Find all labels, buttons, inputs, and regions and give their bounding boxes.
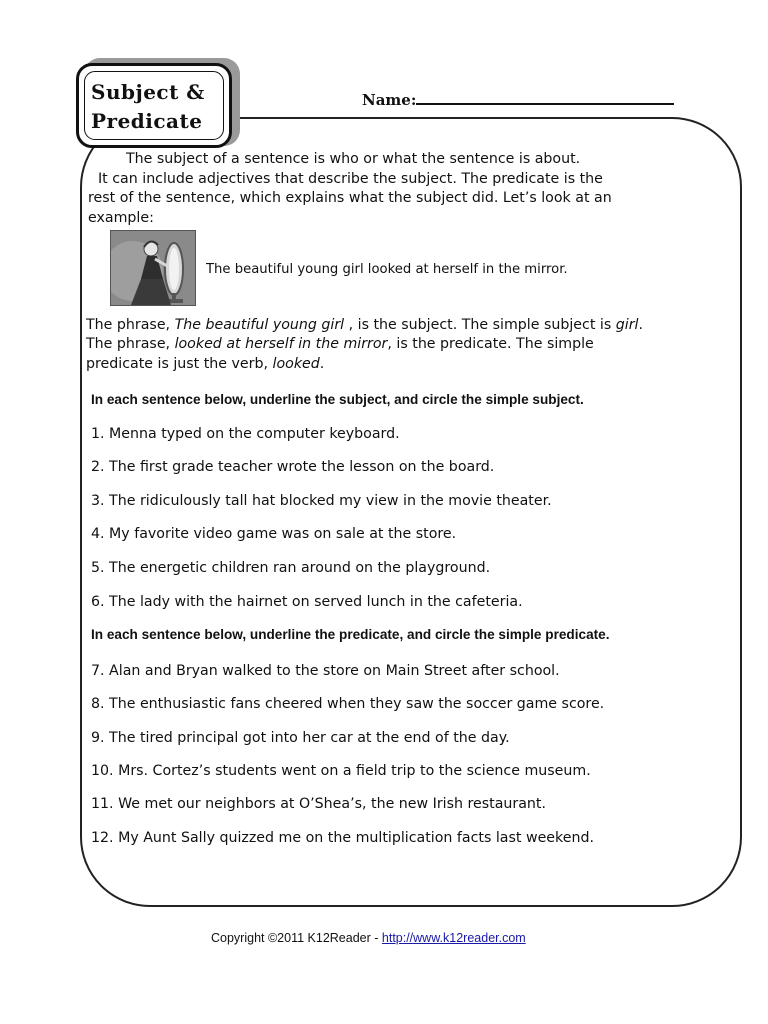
predicate-sentence-11: 11. We met our neighbors at O’Shea’s, the new Irish restaurant.: [91, 796, 546, 812]
subject-phrase-example: The beautiful young girl: [174, 317, 345, 333]
intro-line-4: example:: [88, 209, 154, 226]
explanation-text: The phrase,: [86, 336, 175, 353]
example-sentence: The beautiful young girl looked at herself in the mirror.: [206, 262, 568, 277]
explanation-text: The phrase,: [86, 317, 175, 333]
name-field[interactable]: [362, 89, 674, 109]
name-label: Name:: [362, 91, 417, 109]
subject-sentence-3: 3. The ridiculously tall hat blocked my view in the movie theater.: [91, 493, 552, 509]
subject-sentence-2: 2. The first grade teacher wrote the lesson on the board.: [91, 459, 495, 475]
intro-line-3: rest of the sentence, which explains what the subject did. Let’s look at an: [88, 190, 612, 206]
k12reader-link[interactable]: http://www.k12reader.com: [381, 931, 526, 945]
explanation-text: predicate is just the verb,: [86, 355, 273, 372]
explanation-text: , is the predicate. The simple: [387, 336, 594, 353]
predicate-phrase-example: looked at herself in the mirror: [174, 336, 388, 353]
explanation-line-1: [86, 316, 706, 335]
explanation-paragraph: [86, 316, 706, 374]
predicate-instruction: In each sentence below, underline the predicate, and circle the simple predicate.: [91, 627, 610, 642]
title-box: [76, 63, 232, 148]
intro-line-1: The subject of a sentence is who or what the sentence is about.: [126, 151, 581, 167]
girl-mirror-illustration: [110, 230, 196, 306]
subject-instruction: In each sentence below, underline the subject, and circle the simple subject.: [91, 392, 584, 407]
explanation-line-2: [86, 335, 706, 354]
intro-line-2: It can include adjectives that describe the subject. The predicate is the: [98, 170, 603, 187]
predicate-sentence-7: 7. Alan and Bryan walked to the store on Main Street after school.: [91, 663, 560, 679]
copyright-footer: [211, 931, 526, 945]
predicate-sentence-8: 8. The enthusiastic fans cheered when they saw the soccer game score.: [91, 696, 605, 712]
explanation-line-3: [86, 355, 706, 374]
subject-sentence-6: 6. The lady with the hairnet on served lunch in the cafeteria.: [91, 594, 523, 610]
title-line-1: Subject &: [91, 80, 205, 104]
subject-sentence-1: 1. Menna typed on the computer keyboard.: [91, 426, 400, 442]
subject-sentence-4: 4. My favorite video game was on sale at the store.: [91, 526, 457, 542]
predicate-sentence-12: 12. My Aunt Sally quizzed me on the multiplication facts last weekend.: [91, 830, 594, 846]
copyright-text: Copyright ©2011 K12Reader -: [211, 931, 382, 945]
girl-mirror-image: [111, 231, 195, 305]
intro-paragraph: [88, 150, 678, 228]
simple-predicate-example: looked: [272, 355, 320, 372]
explanation-text: .: [319, 355, 325, 372]
subject-sentence-5: 5. The energetic children ran around on the playground.: [91, 560, 491, 576]
simple-subject-example: girl: [615, 317, 639, 333]
worksheet-title: [91, 78, 221, 136]
predicate-sentence-9: 9. The tired principal got into her car at the end of the day.: [91, 730, 510, 746]
title-line-2: Predicate: [91, 109, 203, 133]
predicate-sentence-10: 10. Mrs. Cortez’s students went on a field trip to the science museum.: [91, 763, 591, 779]
explanation-text: , is the subject. The simple subject is: [344, 317, 616, 333]
explanation-text: .: [638, 317, 643, 333]
name-blank-line[interactable]: [416, 89, 674, 105]
